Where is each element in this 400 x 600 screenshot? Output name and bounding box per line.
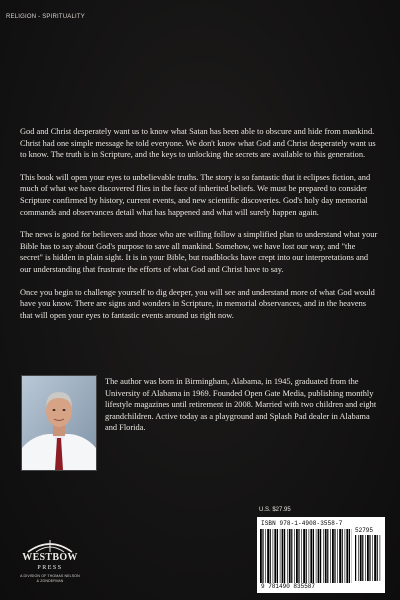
barcode-bar bbox=[327, 529, 328, 583]
barcode-bar bbox=[342, 529, 343, 583]
barcode-bar bbox=[313, 529, 314, 583]
barcode-bar bbox=[294, 529, 295, 583]
publisher-division-line-2: & ZONDERVAN bbox=[36, 579, 64, 583]
blurb-paragraph-4: Once you begin to challenge yourself to dig deeper, you will see and understand more of what God would have you know. There are signs and wonders in Scripture, in memorial observances, and in the heavens that will open your eyes to fantastic events around us right now. bbox=[20, 287, 375, 320]
barcode-bar bbox=[306, 529, 307, 583]
barcode-bar bbox=[332, 529, 334, 583]
barcode-bar bbox=[280, 529, 281, 583]
barcode-bar bbox=[334, 529, 335, 583]
price-label: U.S. $27.95 bbox=[259, 507, 291, 513]
barcode-bar bbox=[274, 529, 276, 583]
barcode-bar bbox=[339, 529, 341, 583]
barcode-bar bbox=[289, 529, 291, 583]
barcode-bar bbox=[360, 535, 362, 581]
blurb-paragraph-2: This book will open your eyes to unbelievable truths. The story is so fantastic that it eclipses fiction, and much of what we have discovered flies in the face of inherited beliefs. We must be prepared to consider Scripture confirmed by history, current events, and new scientific discoveries. God's holy day memorial commands and observances detail what has happened and what will surely happen again. bbox=[20, 172, 371, 217]
barcode-bar bbox=[260, 529, 262, 583]
author-bio: The author was born in Birmingham, Alabama, in 1945, graduated from the University of Alabama in 1969. Founded Open Gate Media, publishing monthly lifestyle magazines until retirement in 2008. Married with two children and eight grandchildren. Active today as a playground and Splash Pad dealer in Alabama and Florida. bbox=[105, 377, 377, 433]
barcode-bar bbox=[277, 529, 278, 583]
barcode-bar bbox=[267, 529, 269, 583]
barcode-bar bbox=[349, 529, 350, 583]
barcode-bar bbox=[270, 529, 271, 583]
barcode-bar bbox=[291, 529, 292, 583]
blurb-paragraph-1: God and Christ desperately want us to know what Satan has been able to obscure and hide from mankind. Christ had one simple message he told everyone. We don't know what God and Christ desperately want us to know. The truth is in Scripture, and the keys to unlocking the secrets are available to this generation. bbox=[20, 127, 376, 160]
barcode-bar bbox=[284, 529, 285, 583]
isbn-barcode bbox=[257, 517, 385, 593]
barcode-bar bbox=[325, 529, 327, 583]
barcode-bar bbox=[380, 535, 381, 581]
ean-barcode-bars bbox=[260, 529, 352, 583]
barcode-bar bbox=[301, 529, 302, 583]
barcode-bar bbox=[298, 529, 299, 583]
cover-blurb bbox=[20, 126, 380, 332]
barcode-bar bbox=[318, 529, 320, 583]
barcode-bar bbox=[369, 535, 370, 581]
blurb-paragraph-3: The news is good for believers and those who are willing follow a simplified plan to understand what your Bible has to say about God's purpose to save all mankind. Somehow, we have lost our way, and "the secret" is hidden in plain sight. It is in your Bible, but roadblocks have crept into our interpretations and our understanding that frustrate the efforts of what God and Christ have to say. bbox=[20, 230, 378, 274]
barcode-bar bbox=[273, 529, 274, 583]
barcode-bar bbox=[296, 529, 298, 583]
barcode-bar bbox=[365, 535, 366, 581]
author-section bbox=[21, 375, 381, 465]
barcode-bar bbox=[377, 535, 378, 581]
price-addon-barcode-bars bbox=[355, 535, 381, 589]
author-photo bbox=[21, 375, 97, 471]
barcode-bar bbox=[265, 529, 266, 583]
barcode-bar bbox=[374, 535, 376, 581]
barcode-bar bbox=[303, 529, 305, 583]
publisher-division-line-1: A DIVISION OF THOMAS NELSON bbox=[20, 574, 80, 578]
barcode-bar bbox=[330, 529, 331, 583]
barcode-bar bbox=[358, 535, 359, 581]
barcode-bar bbox=[287, 529, 288, 583]
barcode-bar bbox=[309, 529, 310, 583]
barcode-bar bbox=[345, 529, 346, 583]
isbn-label: ISBN 978-1-4908-3558-7 bbox=[261, 520, 343, 527]
category-label: RELIGION - SPIRITUALITY bbox=[6, 14, 85, 20]
barcode-bar bbox=[282, 529, 284, 583]
addon-digits: 52795 bbox=[355, 527, 374, 534]
barcode-bar bbox=[337, 529, 338, 583]
publisher-press: PRESS bbox=[37, 565, 63, 571]
barcode-bar bbox=[316, 529, 317, 583]
barcode-bar bbox=[367, 535, 369, 581]
publisher-name: WESTBOW bbox=[22, 552, 78, 563]
barcode-bar bbox=[362, 535, 363, 581]
barcode-digits: 9 781490 835587 bbox=[261, 583, 316, 590]
barcode-bar bbox=[310, 529, 312, 583]
barcode-bar bbox=[372, 535, 373, 581]
barcode-bar bbox=[355, 535, 356, 581]
publisher-logo bbox=[14, 536, 86, 592]
barcode-bar bbox=[262, 529, 263, 583]
barcode-bar bbox=[323, 529, 324, 583]
barcode-bar bbox=[346, 529, 348, 583]
barcode-bar bbox=[320, 529, 321, 583]
